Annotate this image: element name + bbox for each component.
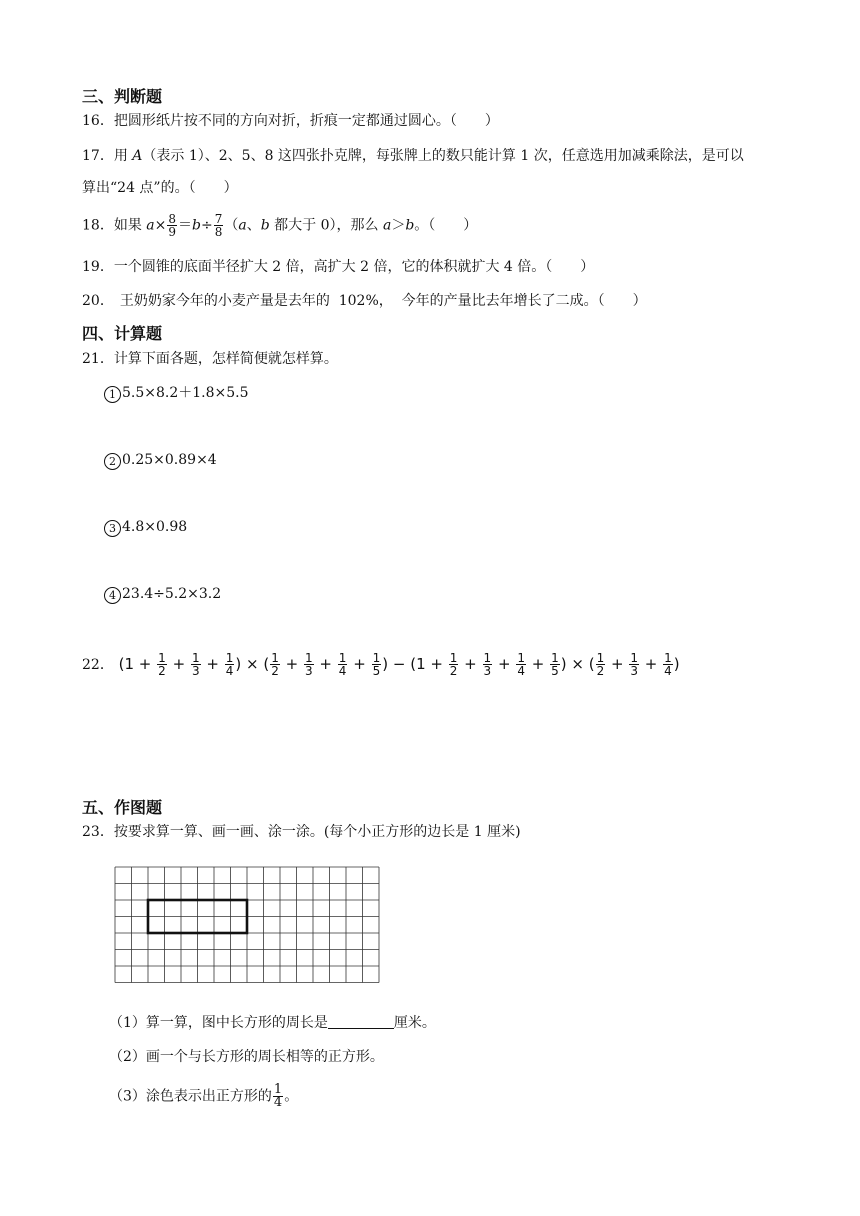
paren-open: ( [588,655,595,673]
fraction-numerator: 1 [271,651,279,665]
section-title-judgement: 三、判断题 [82,87,163,106]
times-sign: × [246,655,259,673]
fraction-numerator: 1 [191,651,200,665]
question-text: 如果 [113,217,147,234]
fraction-denominator: 8 [214,225,223,239]
times-sign: × [154,217,167,234]
fraction-numerator: 1 [596,651,605,665]
variable-b: b [260,217,270,234]
expression: 0.25×0.89×4 [122,452,217,468]
circled-number: 3 [104,520,121,537]
fraction [304,652,314,677]
fraction-numerator: 1 [305,651,313,665]
fraction [157,652,167,677]
calc-item-4 [104,585,221,604]
question-23 [82,823,521,841]
calc-item-2 [104,451,217,470]
fraction-denominator: 2 [158,664,166,678]
fraction-denominator: 2 [449,664,458,678]
fraction-numerator: 1 [372,651,381,665]
fraction-denominator: 4 [273,1095,283,1110]
calc-item-1 [104,384,249,403]
divide-sign: ÷ [200,217,213,234]
question-number: 18． [82,217,114,234]
variable-a: A [132,148,143,164]
fraction-denominator: 3 [483,664,492,678]
square-grid [114,866,382,984]
fraction [338,652,348,677]
variable-b: b [405,217,415,234]
fraction-numerator: 1 [338,651,347,665]
variable-a: a [146,217,155,234]
part-3 [109,1084,298,1109]
question-text: （表示 1）、2、5、8 这四张扑克牌，每张牌上的数只能计算 1 次，任意选用加减乘除法，是可以 [142,148,744,164]
plus-sign: + [319,655,332,673]
plus-sign: + [285,655,299,673]
paren-open: ( [263,655,270,673]
section-title-calculation: 四、计算题 [82,324,163,343]
paren-close: ) [235,655,242,673]
question-number: 19． [82,259,114,275]
question-number: 17． [82,148,114,164]
question-17-line2: 算出“24 点”的。（ ） [82,180,238,196]
question-18 [82,213,477,238]
fraction-numerator: 1 [449,651,458,665]
fraction-numerator: 1 [158,651,166,665]
fraction-numerator: 1 [273,1082,283,1097]
fraction-denominator: 9 [168,225,177,239]
fraction [372,652,382,677]
fraction-numerator: 1 [225,651,234,665]
question-19 [82,258,594,276]
fraction [629,652,639,677]
question-text: 把圆形纸片按不同的方向对折，折痕一定都通过圆心。（ ） [113,113,499,129]
fraction [516,652,526,677]
fraction-numerator: 1 [483,651,492,665]
plus-sign: + [464,655,477,673]
part-2: （2）画一个与长方形的周长相等的正方形。 [109,1049,384,1065]
question-16 [82,112,499,130]
question-20 [82,292,647,310]
fraction-denominator: 4 [225,664,234,678]
fraction-denominator: 4 [664,664,672,678]
fraction [191,652,201,677]
fraction [167,213,177,238]
plus-sign: + [172,655,186,673]
fraction [550,652,560,677]
separator: 、 [246,217,261,234]
plus-sign: + [430,655,443,673]
fraction-denominator: 4 [338,664,347,678]
fraction-denominator: 2 [596,664,605,678]
paren-close: ) [382,655,389,673]
question-text: 都大于 0），那么 [269,217,383,234]
number-one: 1 [124,655,135,673]
plus-sign: + [206,655,219,673]
greater-than-sign: ＞ [391,217,406,234]
expression: 23.4÷5.2×3.2 [122,586,222,602]
plus-sign: + [644,655,658,673]
fraction-denominator: 3 [191,664,200,678]
fraction-denominator: 2 [271,664,279,678]
question-text: 用 [113,148,133,164]
question-22 [82,652,680,677]
variable-a: a [382,217,392,234]
circled-number: 4 [104,587,121,604]
fraction-numerator: 1 [517,651,525,665]
fraction-numerator: 1 [551,651,559,665]
paren-close: ) [560,655,567,673]
answer-blank[interactable] [328,1014,394,1029]
number-one: 1 [416,655,426,673]
question-text: 计算下面各题，怎样简便就怎样算。 [113,351,338,367]
expression: 5.5×8.2＋1.8×5.5 [122,385,249,401]
minus-sign: − [392,655,406,673]
section-title-drawing: 五、作图题 [82,798,163,817]
equals-sign: ＝ [178,217,193,234]
fraction [663,652,673,677]
fraction-numerator: 1 [630,651,639,665]
paren-open: ( [118,655,125,673]
fraction-denominator: 5 [372,664,381,678]
fraction [596,652,606,677]
paren: （ [224,217,239,234]
part-1 [109,1014,436,1032]
question-17-line1 [82,147,744,165]
plus-sign: + [138,655,152,673]
question-number: 16． [82,113,114,129]
fraction [225,652,235,677]
plus-sign: + [531,655,545,673]
question-text: 王奶奶家今年的小麦产量是去年的 102%， 今年的产量比去年增长了二成。（ ） [119,293,647,309]
fraction [449,652,459,677]
fraction [214,213,224,238]
question-text: 一个圆锥的底面半径扩大 2 倍，高扩大 2 倍，它的体积就扩大 4 倍。（ ） [113,259,595,275]
question-number: 20． [82,293,114,309]
fraction [270,652,280,677]
fraction-denominator: 3 [305,664,313,678]
variable-a: a [238,217,247,234]
plus-sign: + [353,655,366,673]
question-21 [82,350,338,368]
question-text: 按要求算一算、画一画、涂一涂。(每个小正方形的边长是 1 厘米) [113,824,521,840]
fraction-denominator: 4 [517,664,525,678]
times-sign: × [571,655,584,673]
part-text: 。 [284,1088,299,1105]
question-number: 23． [82,824,114,840]
part-text: 厘米。 [393,1015,436,1031]
fraction [483,652,493,677]
circled-number: 2 [104,453,121,470]
circled-number: 1 [104,386,121,403]
question-number: 22． [82,657,114,673]
fraction-denominator: 3 [630,664,639,678]
fraction-numerator: 7 [214,212,223,226]
question-number: 21． [82,351,114,367]
paren-close: ) [673,655,680,673]
plus-sign: + [611,655,624,673]
part-text: （3）涂色表示出正方形的 [109,1088,272,1105]
fraction [273,1084,283,1109]
part-text: （1）算一算，图中长方形的周长是 [109,1015,328,1031]
answer-bracket: 。（ ） [414,217,478,234]
expression: 4.8×0.98 [122,519,188,535]
calc-item-3 [104,518,187,537]
fraction-numerator: 8 [168,212,177,226]
fraction-numerator: 1 [664,651,672,665]
fraction-denominator: 5 [551,664,559,678]
paren-open: ( [410,655,417,673]
variable-b: b [192,217,201,234]
plus-sign: + [497,655,511,673]
